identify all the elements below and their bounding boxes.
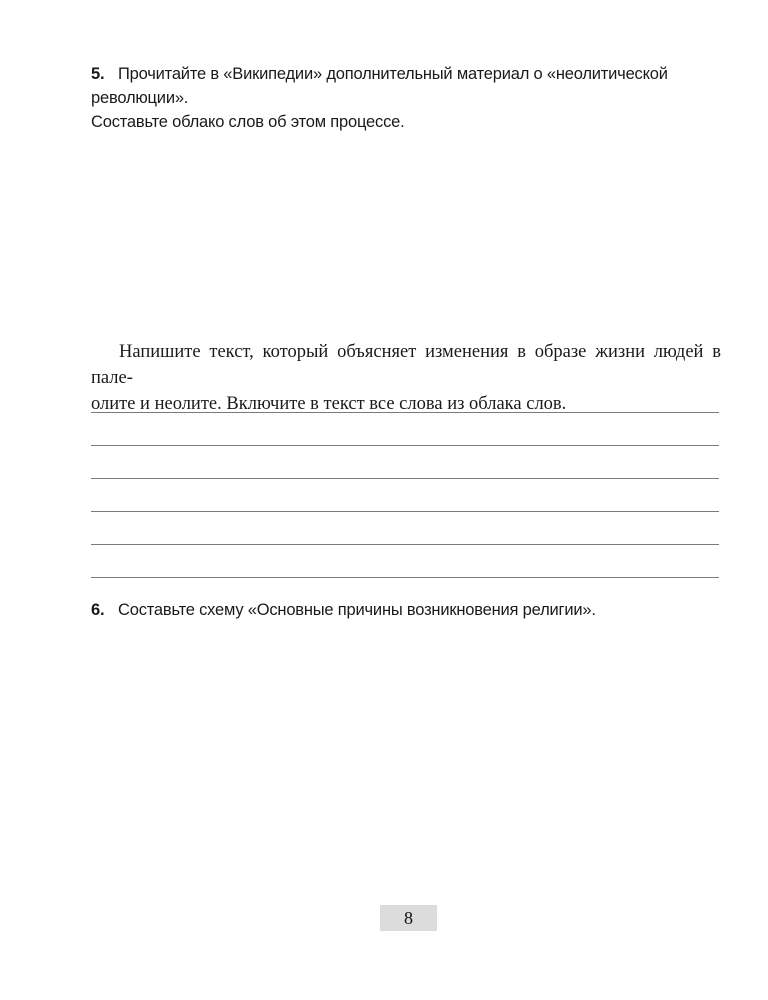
answer-line[interactable] (91, 412, 719, 413)
answer-line[interactable] (91, 577, 719, 578)
answer-line[interactable] (91, 544, 719, 545)
task-5-instruction-line-1: Напишите текст, который объясняет изменения в образе жизни людей в пале- (91, 342, 721, 388)
task-5-line-1 (91, 62, 731, 110)
task-6-number: 6. (91, 601, 105, 619)
task-5-writing-instruction (91, 339, 721, 417)
answer-line[interactable] (91, 478, 719, 479)
task-5 (91, 62, 731, 134)
answer-line[interactable] (91, 511, 719, 512)
task-5-number: 5. (91, 65, 105, 83)
page-number: 8 (380, 905, 437, 931)
task-6-text: Составьте схему «Основные причины возникновения религии». (118, 601, 596, 619)
task-5-text-line-1: Прочитайте в «Википедии» дополнительный материал о «неолитической революции». (91, 65, 668, 107)
answer-line[interactable] (91, 445, 719, 446)
task-5-text-line-2: Составьте облако слов об этом процессе. (91, 113, 405, 131)
task-5-instruction-line-2: олите и неолите. Включите в текст все слова из облака слов. (91, 394, 567, 414)
task-6 (91, 598, 731, 622)
